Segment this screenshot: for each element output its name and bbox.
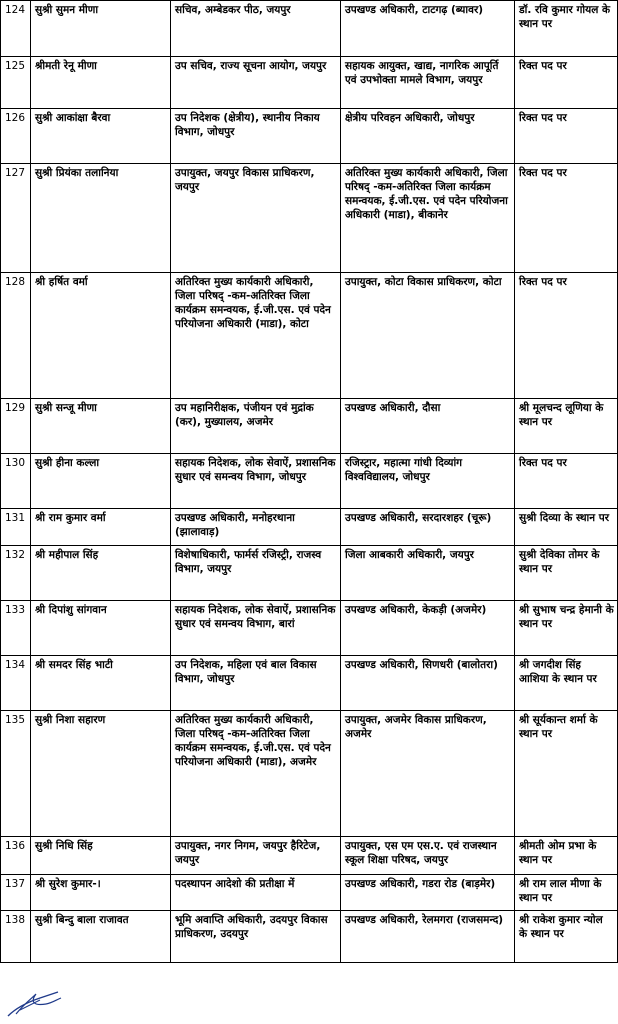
new-post: उपखण्ड अधिकारी, दौसा	[341, 399, 515, 454]
officer-name: सुश्री निधि सिंह	[31, 837, 171, 875]
remarks: रिक्त पद पर	[515, 57, 618, 109]
table-row	[1, 454, 618, 509]
officer-name: सुश्री आकांक्षा बैरवा	[31, 109, 171, 164]
serial-number: 129	[1, 399, 31, 454]
table-row	[1, 656, 618, 711]
officer-name: सुश्री प्रियंका तलानिया	[31, 164, 171, 273]
serial-number: 126	[1, 109, 31, 164]
serial-number: 127	[1, 164, 31, 273]
new-post: जिला आबकारी अधिकारी, जयपुर	[341, 546, 515, 601]
signature-mark	[6, 986, 66, 1020]
officer-name: श्रीमती रेनू मीणा	[31, 57, 171, 109]
serial-number: 137	[1, 875, 31, 911]
current-post: अतिरिक्त मुख्य कार्यकारी अधिकारी, जिला परिषद् -कम-अतिरिक्त जिला कार्यक्रम समन्वयक, ई.जी.एस. एवं पदेन परियोजना अधिकारी (माडा), कोटा	[171, 273, 341, 399]
new-post: उपायुक्त, कोटा विकास प्राधिकरण, कोटा	[341, 273, 515, 399]
new-post: उपायुक्त, अजमेर विकास प्राधिकरण, अजमेर	[341, 711, 515, 837]
current-post: पदस्थापन आदेशो की प्रतीक्षा में	[171, 875, 341, 911]
current-post: उपायुक्त, जयपुर विकास प्राधिकरण, जयपुर	[171, 164, 341, 273]
table-row	[1, 1, 618, 57]
new-post: उपायुक्त, एस एम एस.ए. एवं राजस्थान स्कूल शिक्षा परिषद, जयपुर	[341, 837, 515, 875]
new-post: उपखण्ड अधिकारी, गडरा रोड (बाड़मेर)	[341, 875, 515, 911]
current-post: उपखण्ड अधिकारी, मनोहरथाना (झालावाड़)	[171, 509, 341, 546]
current-post: सहायक निदेशक, लोक सेवाऐं, प्रशासनिक सुधार एवं समन्वय विभाग, जोधपुर	[171, 454, 341, 509]
remarks: रिक्त पद पर	[515, 164, 618, 273]
remarks: सुश्री दिव्या के स्थान पर	[515, 509, 618, 546]
table-row	[1, 57, 618, 109]
officer-name: सुश्री सुमन मीणा	[31, 1, 171, 57]
officer-name: श्री दिपांशु सांगवान	[31, 601, 171, 656]
new-post: सहायक आयुक्त, खाद्य, नागरिक आपूर्ति एवं उपभोक्ता मामले विभाग, जयपुर	[341, 57, 515, 109]
officer-name: श्री सुरेश कुमार-।	[31, 875, 171, 911]
current-post: उप निदेशक, महिला एवं बाल विकास विभाग, जोधपुर	[171, 656, 341, 711]
officer-name: श्री समदर सिंह भाटी	[31, 656, 171, 711]
serial-number: 138	[1, 911, 31, 963]
current-post: उप निदेशक (क्षेत्रीय), स्थानीय निकाय विभाग, जोधपुर	[171, 109, 341, 164]
remarks: रिक्त पद पर	[515, 109, 618, 164]
new-post: रजिस्ट्रार, महात्मा गांधी दिव्यांग विश्वविद्यालय, जोधपुर	[341, 454, 515, 509]
serial-number: 135	[1, 711, 31, 837]
remarks: श्री जगदीश सिंह आशिया के स्थान पर	[515, 656, 618, 711]
serial-number: 130	[1, 454, 31, 509]
table-row	[1, 601, 618, 656]
officer-name: सुश्री सन्जू मीणा	[31, 399, 171, 454]
table-row	[1, 546, 618, 601]
table-row	[1, 711, 618, 837]
serial-number: 136	[1, 837, 31, 875]
remarks: डॉ. रवि कुमार गोयल के स्थान पर	[515, 1, 618, 57]
table-row	[1, 164, 618, 273]
current-post: उप महानिरीक्षक, पंजीयन एवं मुद्रांक (कर), मुख्यालय, अजमेर	[171, 399, 341, 454]
remarks: श्री सुभाष चन्द्र हेमानी के स्थान पर	[515, 601, 618, 656]
current-post: उप सचिव, राज्य सूचना आयोग, जयपुर	[171, 57, 341, 109]
officer-name: श्री हर्षित वर्मा	[31, 273, 171, 399]
remarks: श्री राम लाल मीणा के स्थान पर	[515, 875, 618, 911]
officer-name: सुश्री हीना कल्ला	[31, 454, 171, 509]
serial-number: 132	[1, 546, 31, 601]
current-post: अतिरिक्त मुख्य कार्यकारी अधिकारी, जिला परिषद् -कम-अतिरिक्त जिला कार्यक्रम समन्वयक, ई.जी.एस. एवं पदेन परियोजना अधिकारी (माडा), अजमेर	[171, 711, 341, 837]
new-post: उपखण्ड अधिकारी, केकड़ी (अजमेर)	[341, 601, 515, 656]
remarks: रिक्त पद पर	[515, 454, 618, 509]
remarks: श्री सूर्यकान्त शर्मा के स्थान पर	[515, 711, 618, 837]
serial-number: 128	[1, 273, 31, 399]
remarks: रिक्त पद पर	[515, 273, 618, 399]
remarks: श्री राकेश कुमार न्योल के स्थान पर	[515, 911, 618, 963]
current-post: भूमि अवाप्ति अधिकारी, उदयपुर विकास प्राधिकरण, उदयपुर	[171, 911, 341, 963]
serial-number: 133	[1, 601, 31, 656]
new-post: उपखण्ड अधिकारी, रेलमगरा (राजसमन्द)	[341, 911, 515, 963]
serial-number: 125	[1, 57, 31, 109]
table-row	[1, 109, 618, 164]
remarks: श्रीमती ओम प्रभा के स्थान पर	[515, 837, 618, 875]
current-post: सचिव, अम्बेडकर पीठ, जयपुर	[171, 1, 341, 57]
officer-name: श्री राम कुमार वर्मा	[31, 509, 171, 546]
table-row	[1, 875, 618, 911]
officer-name: सुश्री निशा सहारण	[31, 711, 171, 837]
officer-name: श्री महीपाल सिंह	[31, 546, 171, 601]
officer-name: सुश्री बिन्दु बाला राजावत	[31, 911, 171, 963]
new-post: उपखण्ड अधिकारी, सरदारशहर (चूरू)	[341, 509, 515, 546]
serial-number: 131	[1, 509, 31, 546]
remarks: श्री मूलचन्द लूणिया के स्थान पर	[515, 399, 618, 454]
remarks: सुश्री देविका तोमर के स्थान पर	[515, 546, 618, 601]
table-row	[1, 399, 618, 454]
table-row	[1, 509, 618, 546]
serial-number: 124	[1, 1, 31, 57]
new-post: अतिरिक्त मुख्य कार्यकारी अधिकारी, जिला परिषद् -कम-अतिरिक्त जिला कार्यक्रम समन्वयक, ई.जी.एस. एवं पदेन परियोजना अधिकारी (माडा), बीकानेर	[341, 164, 515, 273]
new-post: उपखण्ड अधिकारी, टाटगढ़ (ब्यावर)	[341, 1, 515, 57]
new-post: क्षेत्रीय परिवहन अधिकारी, जोधपुर	[341, 109, 515, 164]
table-row	[1, 273, 618, 399]
current-post: विशेषाधिकारी, फार्मर्स रजिस्ट्री, राजस्व विभाग, जयपुर	[171, 546, 341, 601]
serial-number: 134	[1, 656, 31, 711]
transfer-table-body	[1, 1, 618, 963]
current-post: उपायुक्त, नगर निगम, जयपुर हैरिटेज, जयपुर	[171, 837, 341, 875]
table-row	[1, 911, 618, 963]
table-row	[1, 837, 618, 875]
current-post: सहायक निदेशक, लोक सेवाऐं, प्रशासनिक सुधार एवं समन्वय विभाग, बारां	[171, 601, 341, 656]
new-post: उपखण्ड अधिकारी, सिणधरी (बालोतरा)	[341, 656, 515, 711]
